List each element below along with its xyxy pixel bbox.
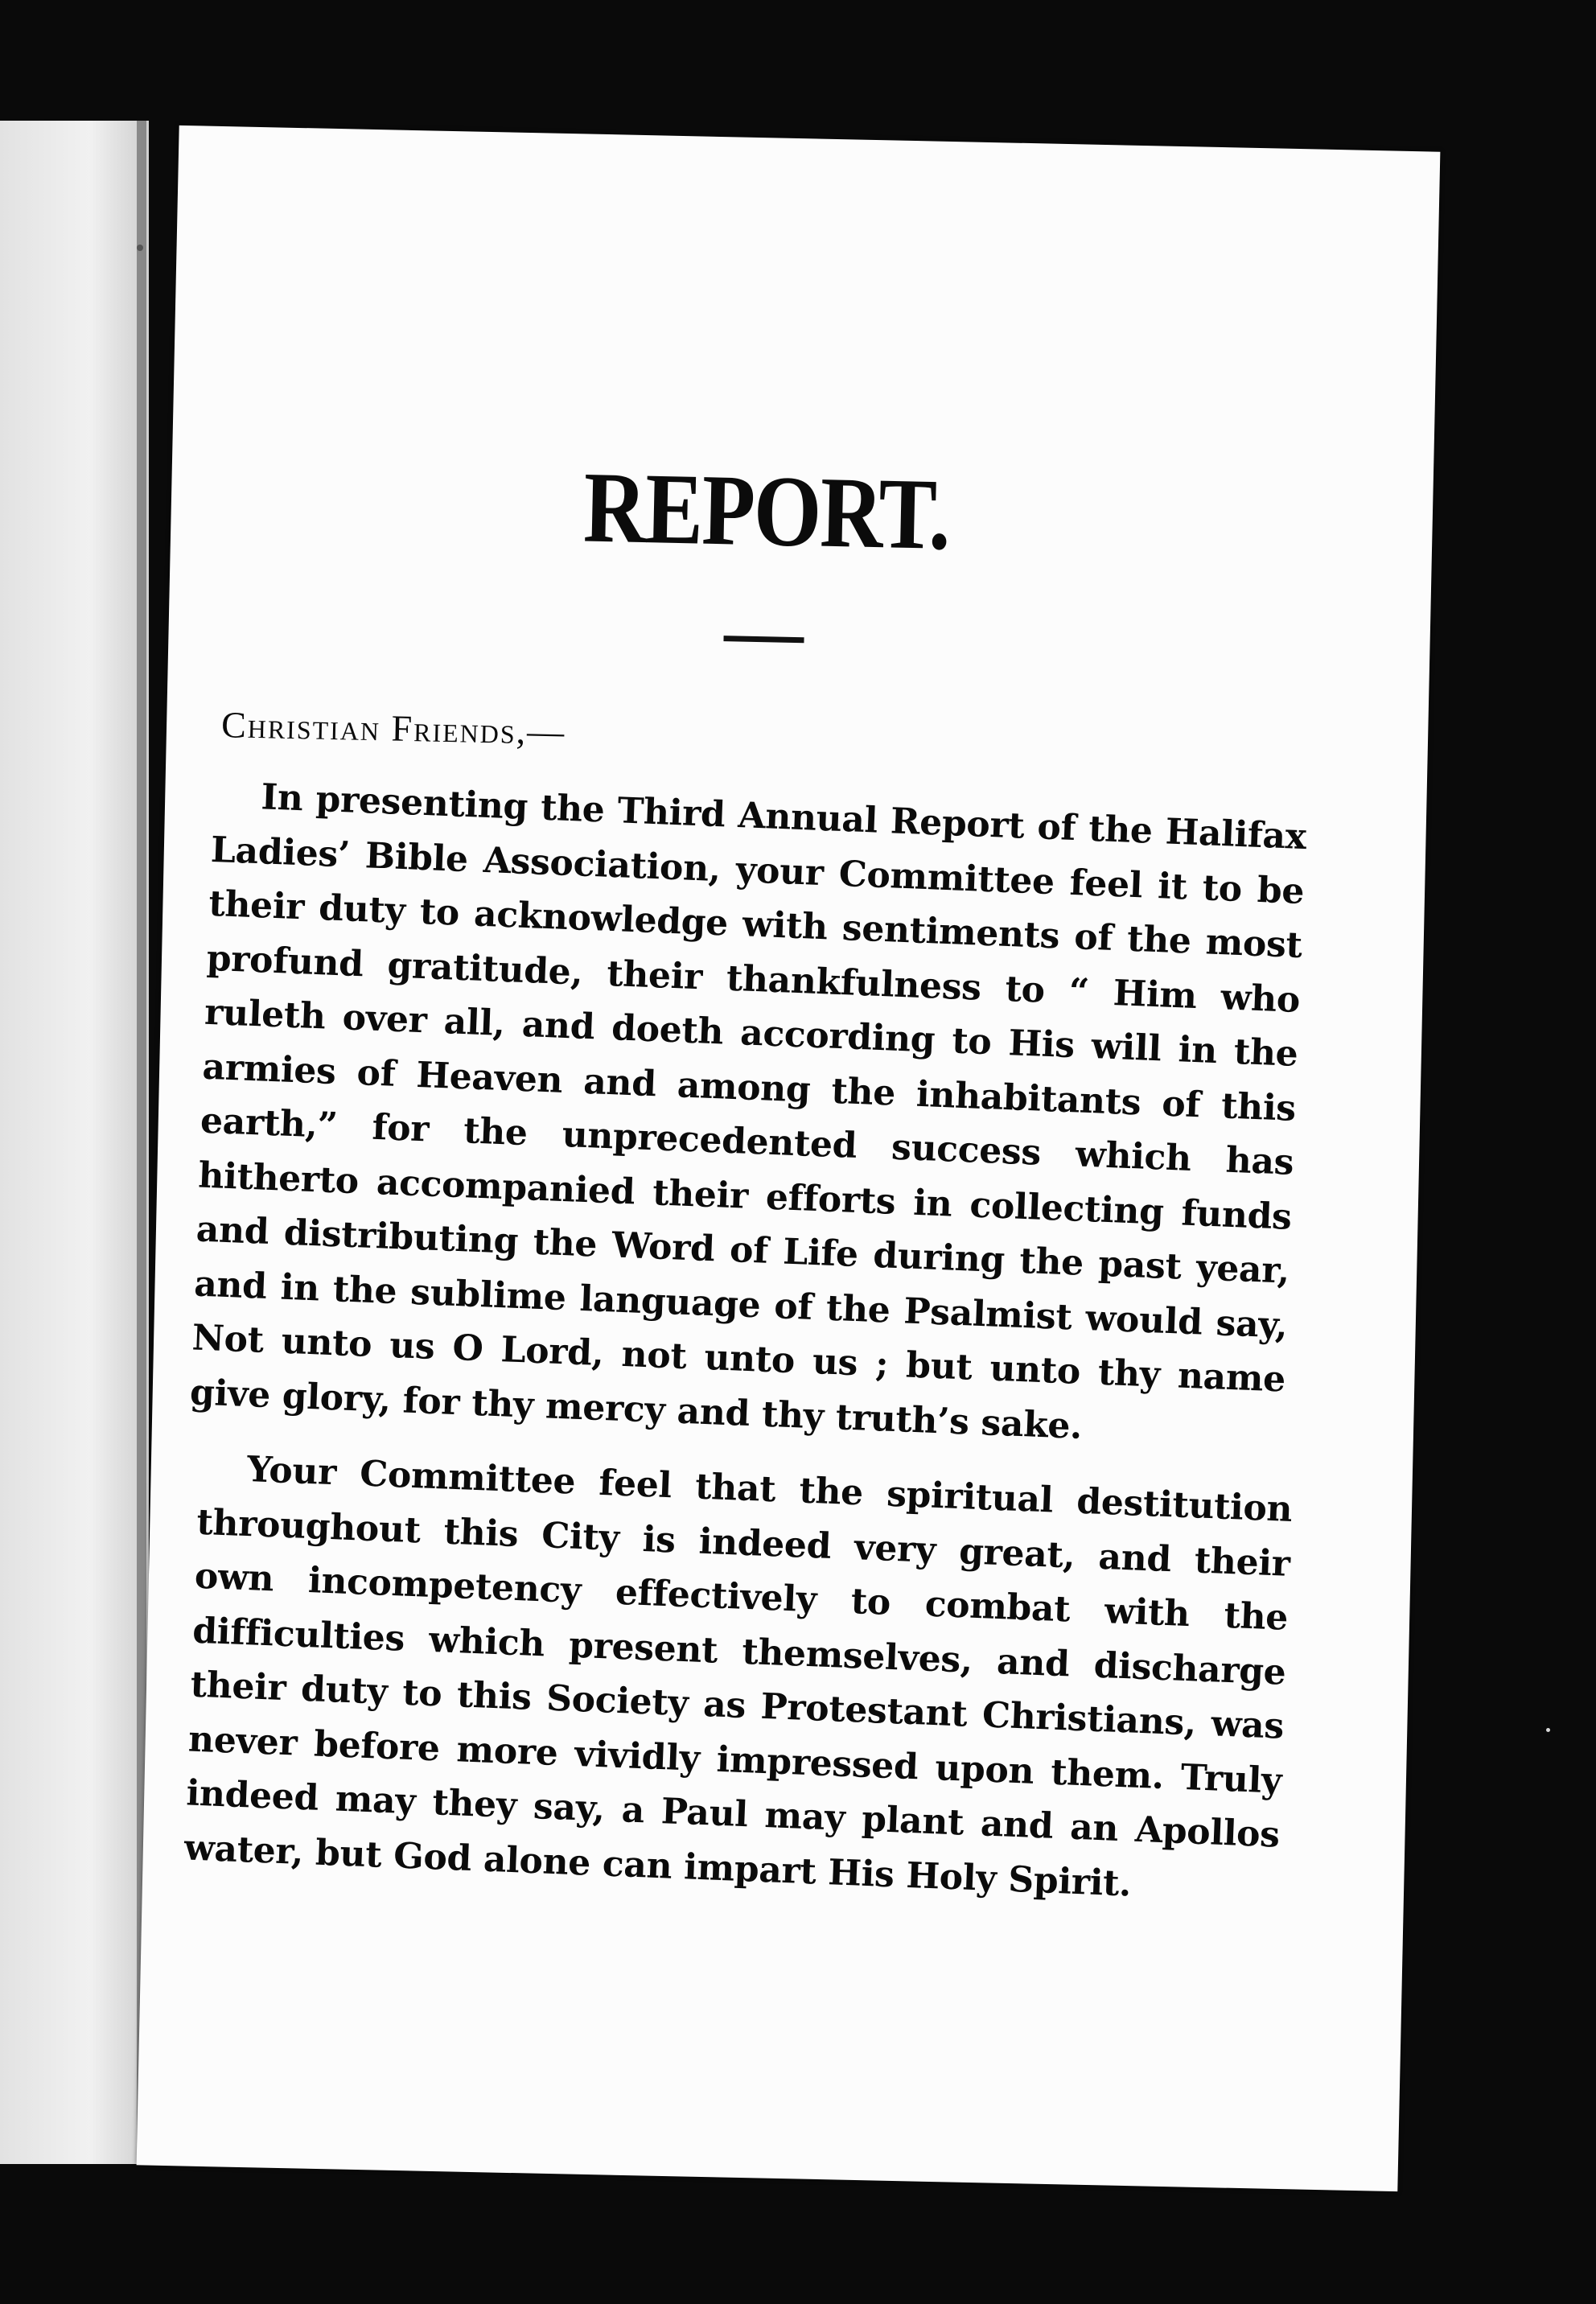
page-title: REPORT. [582, 451, 951, 572]
salutation: Christian Friends,— [220, 704, 566, 753]
report-content [183, 448, 1314, 1905]
left-page-edge [0, 121, 149, 2164]
title-rule [723, 636, 804, 643]
paragraph-2: Your Committee feel that the spiritual destitution throughout this City is indeed very great, and their own incompetency effectively to combat with the difficulties which present themselves, and discharge their duty to this Society as Protestant Christians, was never before more vividly impressed upon them. Truly indeed may they say, a Paul may plant and an Apollos water, but God alone can impart His Holy Spirit. [183, 1449, 1294, 1905]
document-page [137, 125, 1441, 2191]
bleed-through-text [258, 200, 1441, 224]
paragraph-1: In presenting the Third Annual Report of the Halifax Ladies’ Bible Association, your Committee feel it to be their duty to acknowledge with sentiments of the most profund gratitude, their thankfulness to “ Him who ruleth over all, and doeth according to His will in the armies of Heaven and among the inhabitants of this earth,” for the unprecedented success which has hitherto accompanied their efforts in collecting funds and distributing the Word of Life during the past year, and in the sublime language of the Psalmist would say, Not unto us O Lord, not unto us ; but unto thy name give glory, for thy mercy and thy truth’s sake. [189, 776, 1307, 1447]
